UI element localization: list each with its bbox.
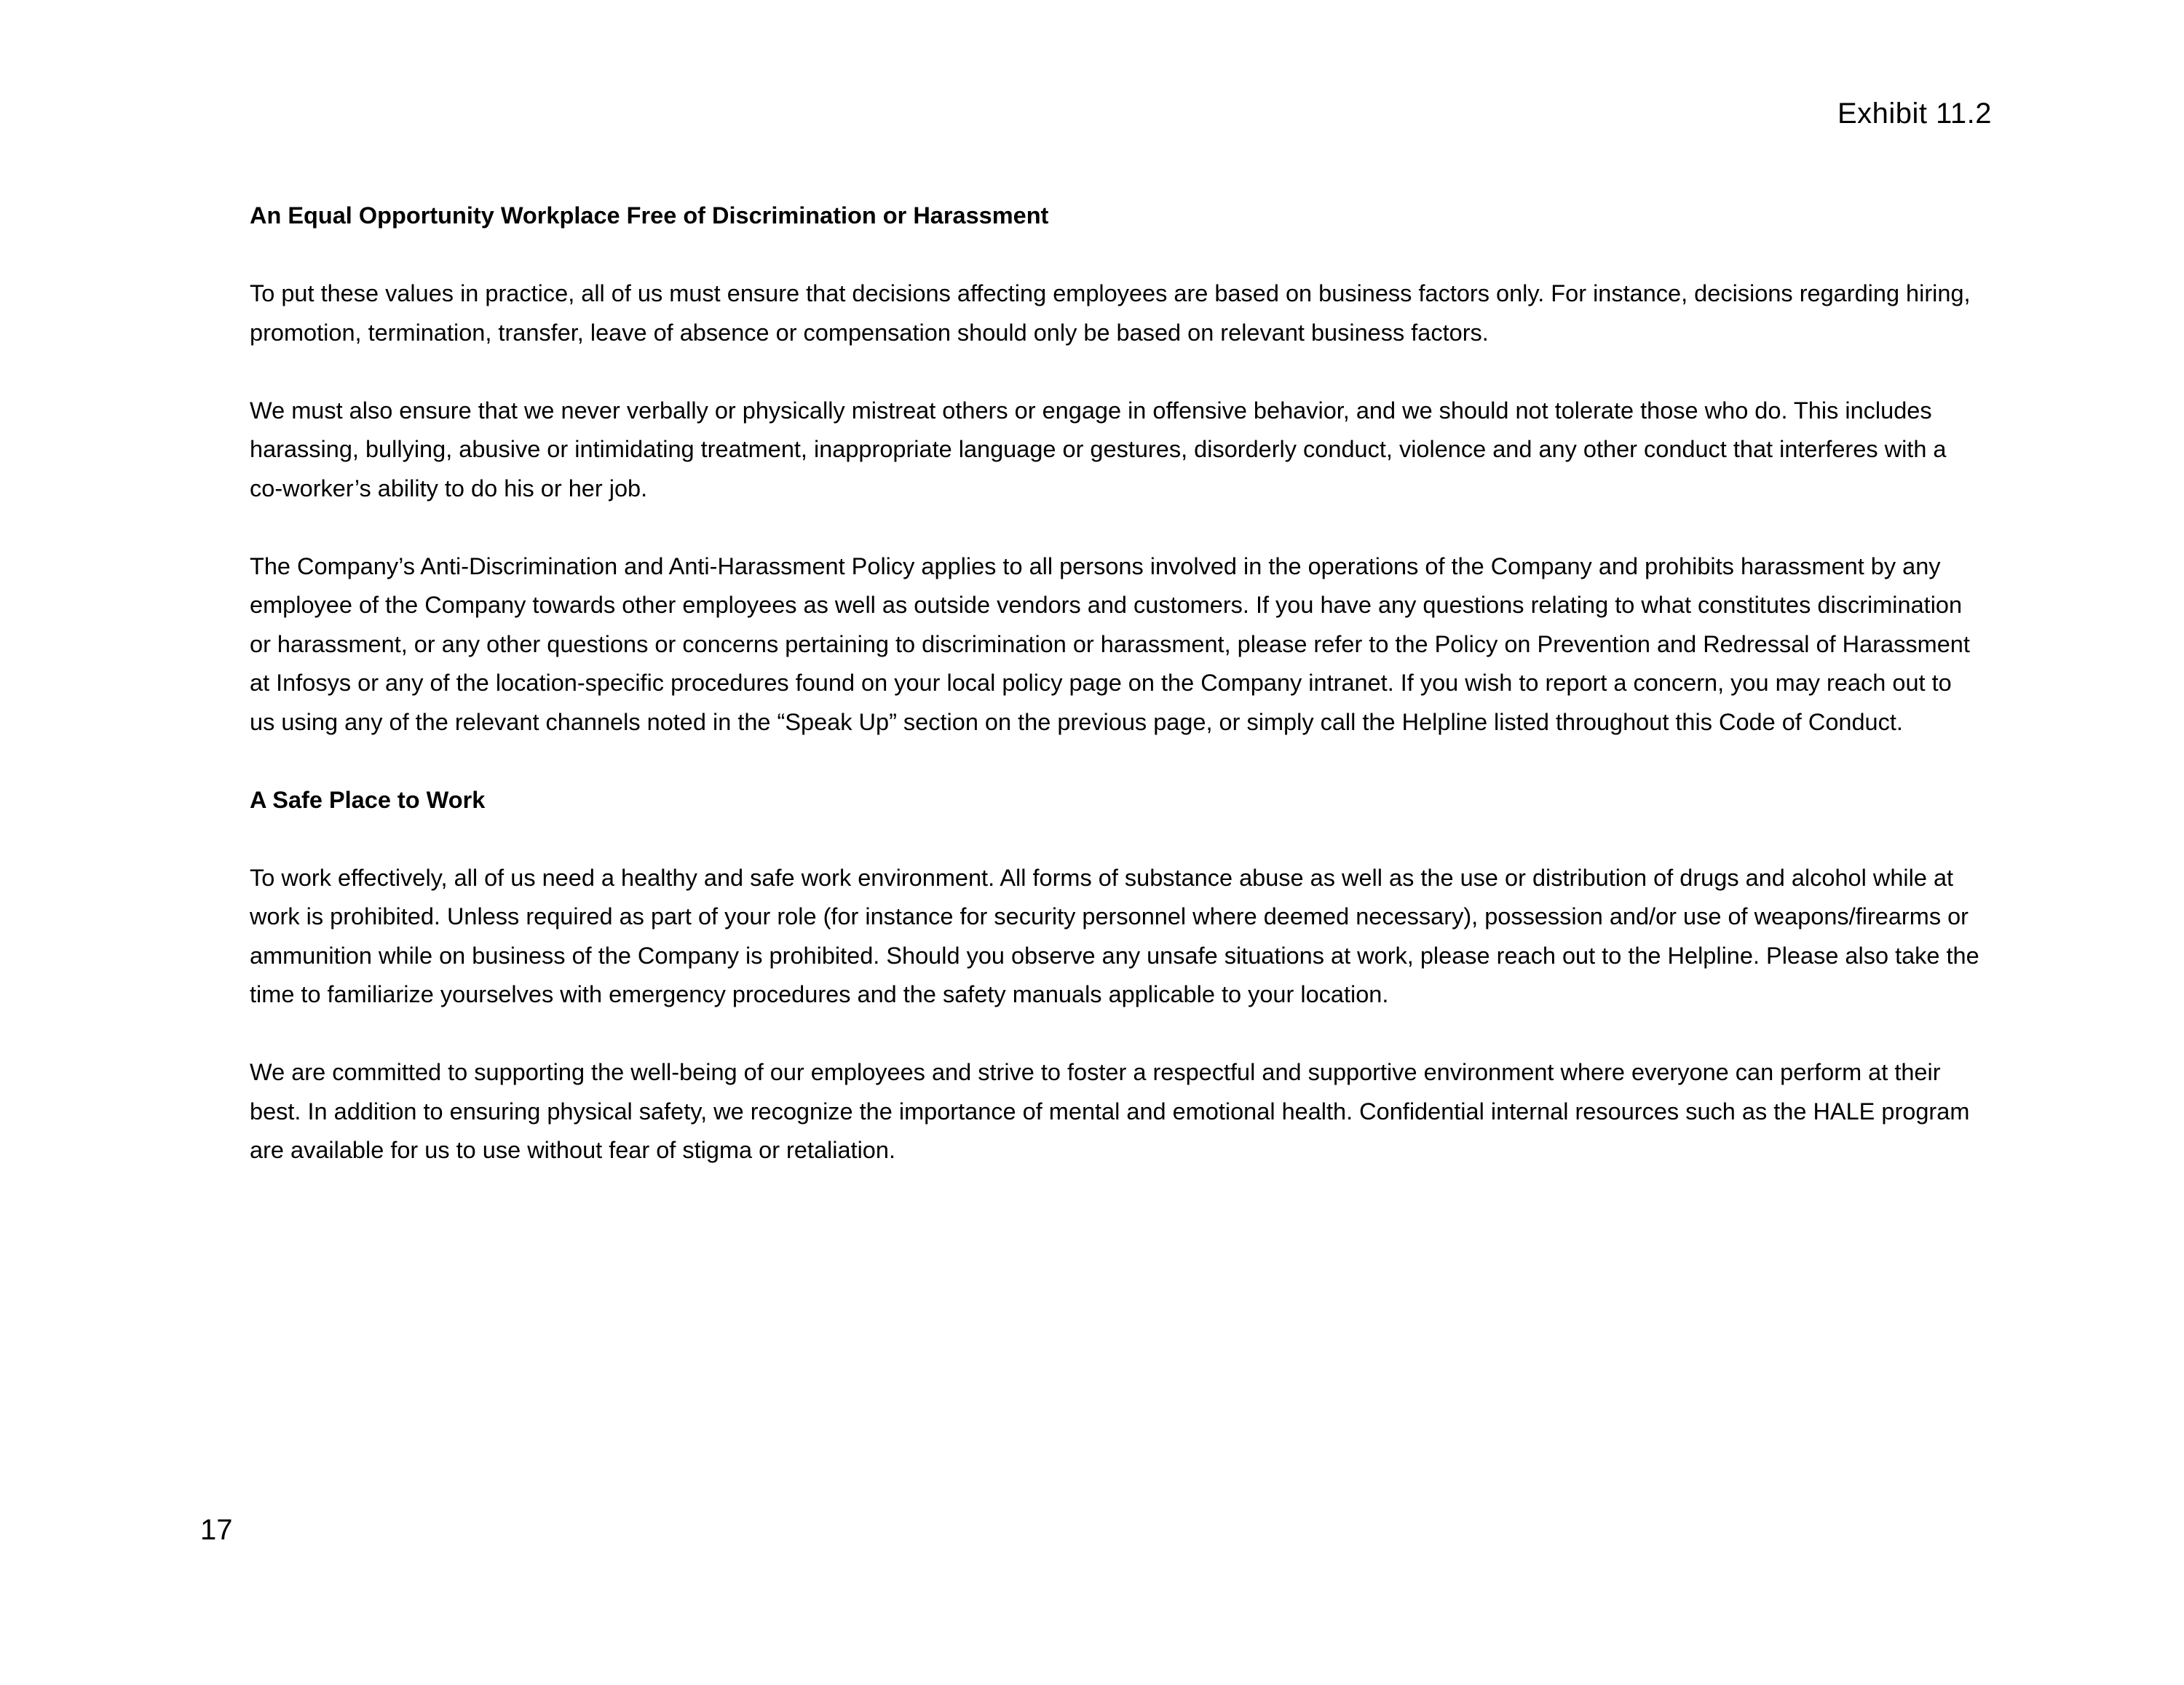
section-heading-safe-workplace: A Safe Place to Work	[250, 786, 486, 813]
document-body	[250, 197, 1982, 1209]
paragraph-mistreatment: We must also ensure that we never verbally or physically mistreat others or engage in offensive behavior, and we should not tolerate those who do. This includes harassing, bullying, abusive or intimidating treatment, inappropriate language or gestures, disorderly conduct, violence and any other conduct that interferes with a co-worker’s ability to do his or her job.	[250, 397, 1947, 501]
paragraph-safe-environment: To work effectively, all of us need a healthy and safe work environment. All forms of substance abuse as well as the use or distribution of drugs and alcohol while at work is prohibited. Unless required as part of your role (for instance for security personnel where deemed necessary), possession and/or use of weapons/firearms or ammunition while on business of the Company is prohibited. Should you observe any unsafe situations at work, please reach out to the Helpline. Please also take the time to familiarize yourselves with emergency procedures and the safety manuals applicable to your location.	[250, 864, 1979, 1007]
page-number: 17	[200, 1514, 233, 1546]
section-heading-equal-opportunity: An Equal Opportunity Workplace Free of Discrimination or Harassment	[250, 202, 1049, 229]
paragraph-anti-harassment-policy: The Company’s Anti-Discrimination and Anti-Harassment Policy applies to all persons involved in the operations of the Company and prohibits harassment by any employee of the Company towards other employees as well as outside vendors and customers. If you have any questions relating to what constitutes discrimination or harassment, or any other questions or concerns pertaining to discrimination or harassment, please refer to the Policy on Prevention and Redressal of Harassment at Infosys or any of the location-specific procedures found on your local policy page on the Company intranet. If you wish to report a concern, you may reach out to us using any of the relevant channels noted in the “Speak Up” section on the previous page, or simply call the Helpline listed throughout this Code of Conduct.	[250, 552, 1970, 735]
paragraph-business-factors: To put these values in practice, all of us must ensure that decisions affecting employees are based on business factors only. For instance, decisions regarding hiring, promotion, termination, transfer, leave of absence or compensation should only be based on relevant business factors.	[250, 280, 1971, 346]
exhibit-label: Exhibit 11.2	[1837, 98, 1992, 130]
paragraph-well-being: We are committed to supporting the well-being of our employees and strive to foster a respectful and supportive environment where everyone can perform at their best. In addition to ensuring physical safety, we recognize the importance of mental and emotional health. Confidential internal resources such as the HALE program are available for us to use without fear of stigma or retaliation.	[250, 1059, 1970, 1163]
